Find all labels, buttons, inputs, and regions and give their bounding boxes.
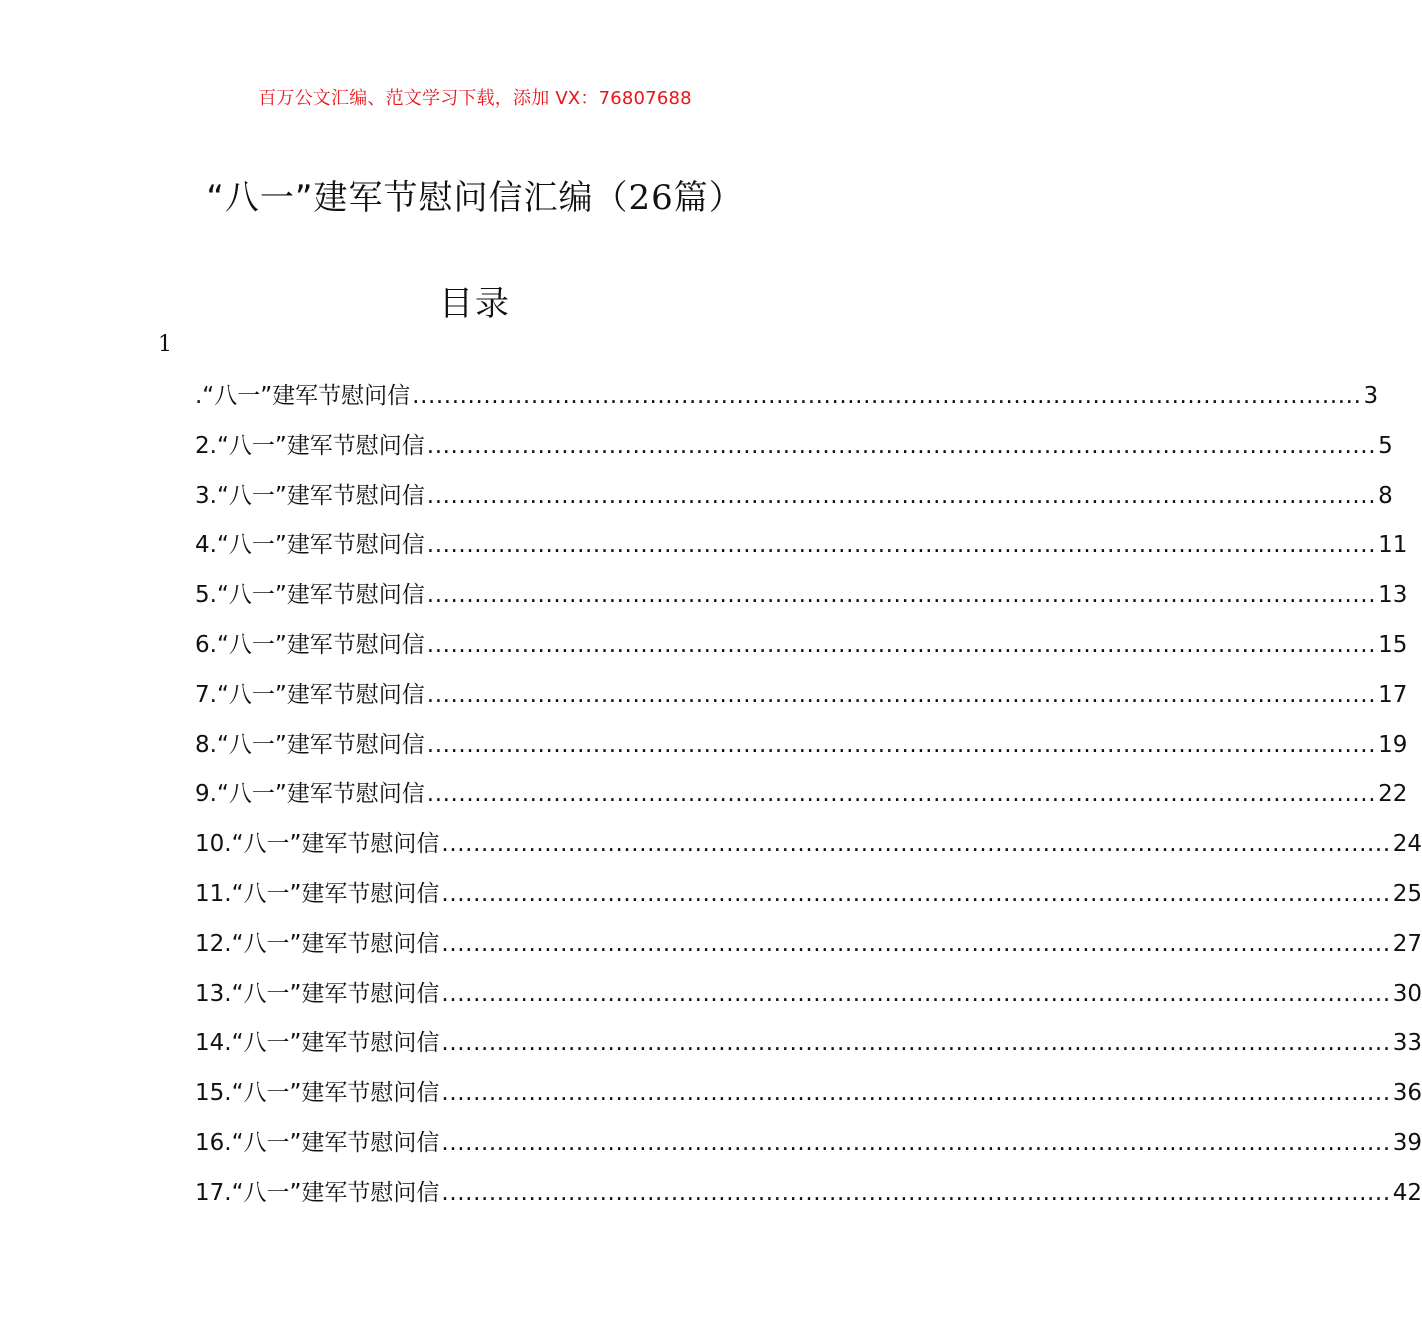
toc-leader-dots: ........................................................................................................................ <box>426 681 1377 708</box>
table-of-contents <box>195 372 1422 1219</box>
toc-entry-label: 17.“八一”建军节慰问信 <box>195 1179 440 1206</box>
toc-entry[interactable] <box>195 1119 1422 1169</box>
toc-entry-page: 33 <box>1392 1030 1422 1057</box>
toc-entry[interactable] <box>195 1019 1422 1069</box>
toc-leader-dots: ........................................................................................................................ <box>426 582 1377 609</box>
toc-entry-page: 22 <box>1378 781 1408 808</box>
document-title <box>0 170 950 219</box>
toc-leader-dots: ........................................................................................................................ <box>426 432 1377 459</box>
toc-entry[interactable] <box>195 1169 1422 1219</box>
toc-entry-page: 13 <box>1378 582 1408 609</box>
toc-entry-page: 11 <box>1378 532 1408 559</box>
toc-leader-dots: ........................................................................................................................ <box>426 631 1377 658</box>
toc-entry-label: 11.“八一”建军节慰问信 <box>195 880 440 907</box>
toc-entry[interactable] <box>195 820 1422 870</box>
toc-leader-dots: ........................................................................................................................ <box>441 1179 1391 1206</box>
toc-leader-dots: ........................................................................................................................ <box>426 731 1377 758</box>
toc-entry-label: 15.“八一”建军节慰问信 <box>195 1080 440 1107</box>
toc-entry-page: 30 <box>1392 980 1422 1007</box>
toc-entry[interactable] <box>195 970 1422 1020</box>
toc-entry-page: 19 <box>1378 731 1408 758</box>
toc-entry-page: 27 <box>1392 930 1422 957</box>
header-note: 百万公文汇编、范文学习下载，添加 VX：76807688 <box>258 88 692 109</box>
toc-entry-label: 8.“八一”建军节慰问信 <box>195 731 425 758</box>
toc-entry[interactable] <box>195 621 1408 671</box>
toc-entry[interactable] <box>195 472 1393 522</box>
toc-entry[interactable] <box>195 920 1422 970</box>
toc-entry-label: 4.“八一”建军节慰问信 <box>195 532 425 559</box>
toc-entry[interactable] <box>195 721 1408 771</box>
toc-leader-dots: ........................................................................................................................ <box>426 482 1377 509</box>
toc-entry-page: 42 <box>1392 1179 1422 1206</box>
toc-entry[interactable] <box>195 1069 1422 1119</box>
toc-entry[interactable] <box>195 372 1379 422</box>
toc-entry[interactable] <box>195 521 1408 571</box>
toc-entry-label: 12.“八一”建军节慰问信 <box>195 930 440 957</box>
toc-entry-page: 3 <box>1363 383 1379 409</box>
toc-heading: 目录 <box>439 284 511 324</box>
toc-entry-label: 6.“八一”建军节慰问信 <box>195 631 425 658</box>
toc-entry[interactable] <box>195 870 1422 920</box>
document-title-count: 26 <box>628 178 674 218</box>
toc-leader-dots: ........................................................................................................................ <box>441 1080 1391 1107</box>
toc-entry-page: 25 <box>1392 880 1422 907</box>
toc-entry-label: 14.“八一”建军节慰问信 <box>195 1030 440 1057</box>
stray-number: 1 <box>158 332 172 357</box>
toc-leader-dots: ........................................................................................................................ <box>412 383 1362 409</box>
toc-entry-page: 17 <box>1378 681 1408 708</box>
toc-entry-label: .“八一”建军节慰问信 <box>195 383 411 409</box>
toc-leader-dots: ........................................................................................................................ <box>426 781 1377 808</box>
document-title-suffix: 篇） <box>673 178 744 218</box>
toc-leader-dots: ........................................................................................................................ <box>441 1030 1391 1057</box>
toc-entry-page: 15 <box>1378 631 1408 658</box>
toc-entry[interactable] <box>195 770 1408 820</box>
toc-entry[interactable] <box>195 571 1408 621</box>
toc-entry-label: 5.“八一”建军节慰问信 <box>195 582 425 609</box>
toc-entry[interactable] <box>195 671 1408 721</box>
toc-entry-page: 8 <box>1378 482 1393 509</box>
toc-entry-page: 36 <box>1392 1080 1422 1107</box>
toc-entry-label: 3.“八一”建军节慰问信 <box>195 482 425 509</box>
toc-leader-dots: ........................................................................................................................ <box>441 880 1391 907</box>
toc-leader-dots: ........................................................................................................................ <box>426 532 1377 559</box>
toc-entry-label: 9.“八一”建军节慰问信 <box>195 781 425 808</box>
toc-entry-label: 13.“八一”建军节慰问信 <box>195 980 440 1007</box>
toc-entry[interactable] <box>195 422 1393 472</box>
document-title-prefix: “八一”建军节慰问信汇编（ <box>206 178 629 218</box>
toc-leader-dots: ........................................................................................................................ <box>441 1129 1391 1156</box>
toc-entry-page: 5 <box>1378 432 1393 459</box>
toc-entry-page: 24 <box>1392 831 1422 858</box>
toc-entry-label: 2.“八一”建军节慰问信 <box>195 432 425 459</box>
toc-leader-dots: ........................................................................................................................ <box>441 831 1391 858</box>
toc-leader-dots: ........................................................................................................................ <box>441 930 1391 957</box>
toc-entry-label: 7.“八一”建军节慰问信 <box>195 681 425 708</box>
toc-leader-dots: ........................................................................................................................ <box>441 980 1391 1007</box>
toc-entry-label: 10.“八一”建军节慰问信 <box>195 831 440 858</box>
toc-entry-label: 16.“八一”建军节慰问信 <box>195 1129 440 1156</box>
toc-entry-page: 39 <box>1392 1129 1422 1156</box>
